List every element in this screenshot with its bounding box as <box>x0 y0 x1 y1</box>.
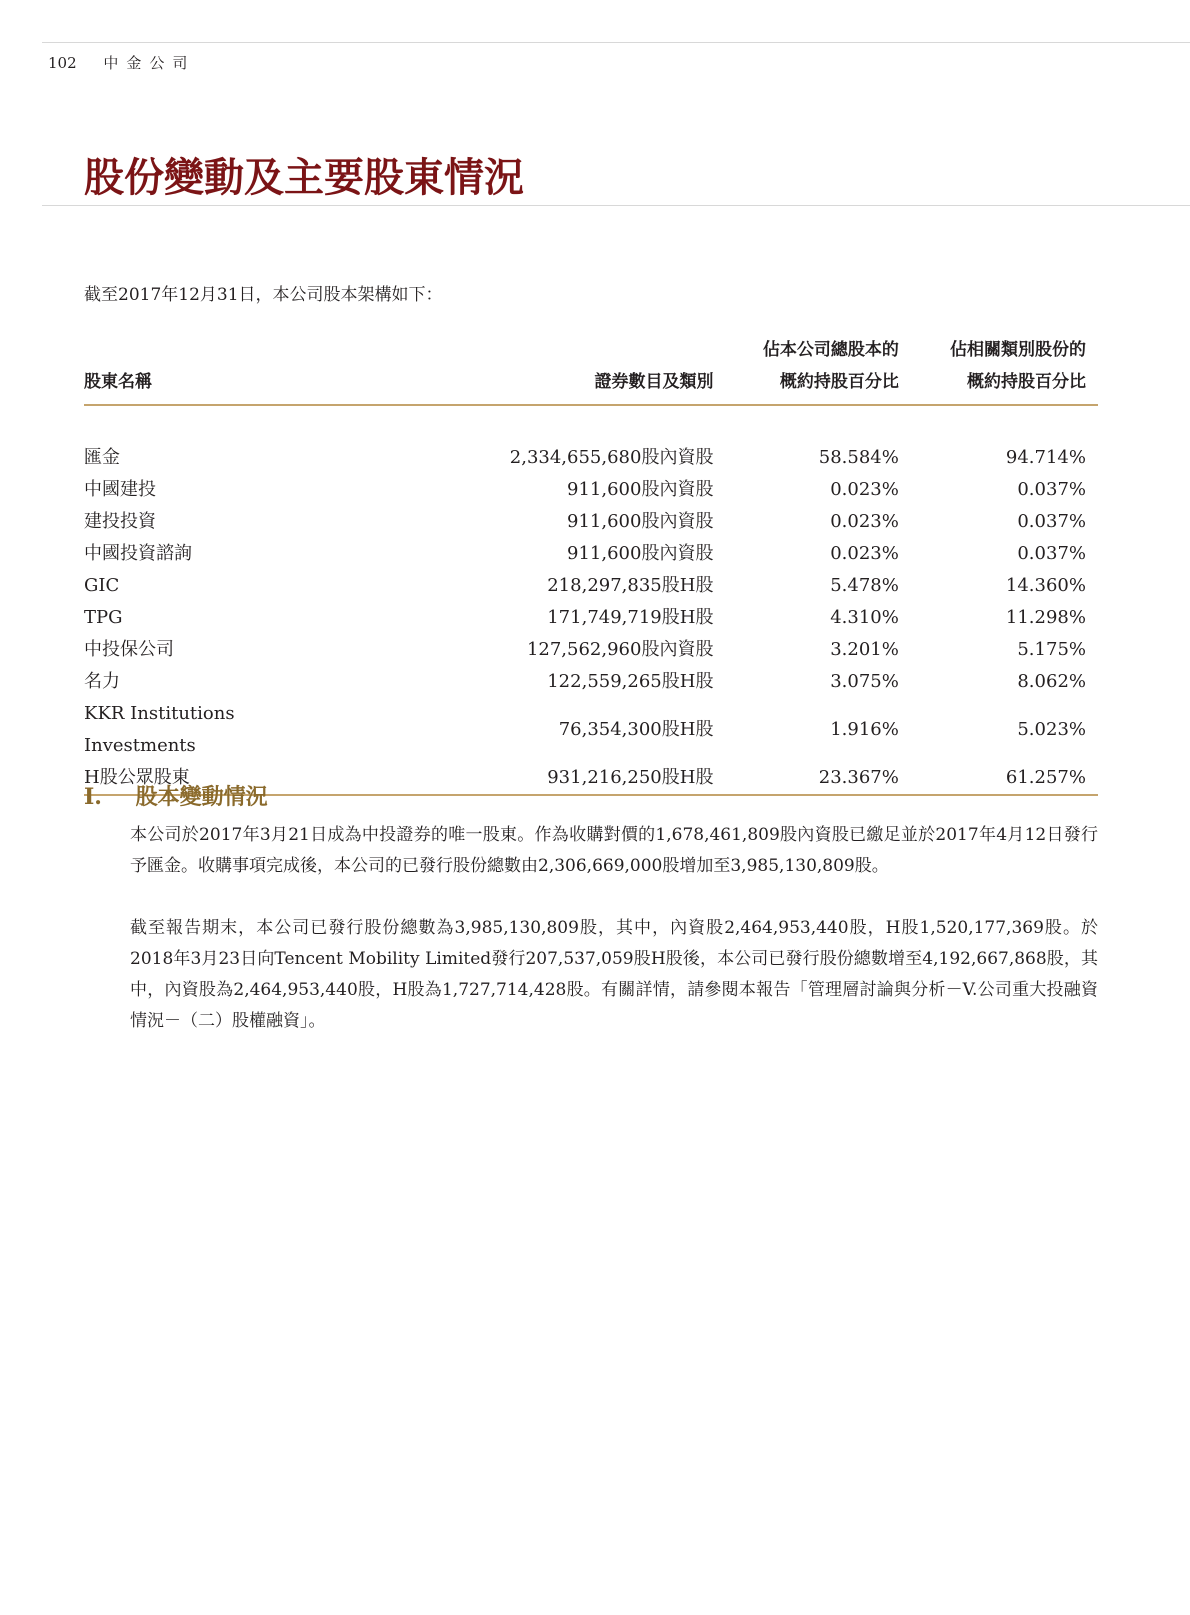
cell-pct-class: 0.037% <box>1017 511 1086 532</box>
cell-shares: 911,600股內資股 <box>567 511 714 532</box>
header-pct-total-line1: 佔本公司總股本的 <box>762 340 899 360</box>
header-shares: 證券數目及類別 <box>360 334 725 405</box>
section-paragraph: 本公司於2017年3月21日成為中投證券的唯一股東。作為收購對價的1,678,461,809股內資股已繳足並於2017年4月12日發行予匯金。收購事項完成後，本公司的已發行股份總數由2,306,669,000股增加至3,985,130,809股。 <box>130 825 1098 876</box>
section-heading <box>84 780 268 811</box>
table-row <box>84 698 1098 762</box>
table-row <box>84 666 1098 698</box>
cell-shares: 2,334,655,680股內資股 <box>509 447 714 468</box>
page-title: 股份變動及主要股東情況 <box>84 154 524 201</box>
cell-name: 匯金 <box>84 447 120 468</box>
cell-pct-total: 1.916% <box>830 719 899 740</box>
cell-shares: 127,562,960股內資股 <box>526 639 714 660</box>
cell-pct-class: 14.360% <box>1005 575 1086 596</box>
table-row <box>84 442 1098 474</box>
section-number: I. <box>84 784 102 810</box>
cell-pct-total: 23.367% <box>725 762 910 795</box>
cell-pct-total: 0.023% <box>830 543 899 564</box>
intro-text: 截至2017年12月31日，本公司股本架構如下： <box>84 285 443 305</box>
page-header <box>48 52 195 73</box>
cell-name: TPG <box>84 607 123 628</box>
header-rule <box>42 42 1190 43</box>
cell-name: KKR Institutions Investments <box>84 703 235 756</box>
cell-pct-class: 0.037% <box>1017 543 1086 564</box>
header-pct-total-line2: 概約持股百分比 <box>779 372 899 392</box>
shareholder-table <box>84 334 1098 796</box>
cell-shares: 911,600股內資股 <box>567 479 714 500</box>
cell-pct-class: 5.023% <box>1017 719 1086 740</box>
cell-name: 中國建投 <box>84 479 156 500</box>
header-pct-total <box>725 334 910 405</box>
cell-name: GIC <box>84 575 120 596</box>
cell-pct-class: 0.037% <box>1017 479 1086 500</box>
header-pct-class-line2: 概約持股百分比 <box>967 372 1086 392</box>
table-row <box>84 538 1098 570</box>
cell-pct-total: 3.075% <box>830 671 899 692</box>
cell-pct-total: 3.201% <box>830 639 899 660</box>
cell-pct-class: 5.175% <box>1017 639 1086 660</box>
table-row <box>84 570 1098 602</box>
cell-pct-class: 94.714% <box>1005 447 1086 468</box>
cell-name: 中國投資諮詢 <box>84 543 192 564</box>
cell-pct-class: 11.298% <box>1005 607 1086 628</box>
cell-shares: 911,600股內資股 <box>567 543 714 564</box>
header-name: 股東名稱 <box>84 334 360 405</box>
cell-pct-total: 58.584% <box>818 447 899 468</box>
cell-pct-total: 5.478% <box>830 575 899 596</box>
table-row <box>84 506 1098 538</box>
header-pct-class-line1: 佔相關類別股份的 <box>950 340 1086 360</box>
table-row <box>84 474 1098 506</box>
header-pct-class <box>911 334 1098 405</box>
cell-pct-total: 4.310% <box>830 607 899 628</box>
cell-name: H股公眾股東 <box>84 762 360 795</box>
table-row <box>84 634 1098 666</box>
cell-shares: 931,216,250股H股 <box>360 762 725 795</box>
cell-shares: 171,749,719股H股 <box>547 607 714 628</box>
cell-shares: 218,297,835股H股 <box>547 575 714 596</box>
section-title: 股本變動情況 <box>135 784 268 810</box>
cell-pct-class: 61.257% <box>911 762 1098 795</box>
cell-shares: 122,559,265股H股 <box>547 671 714 692</box>
cell-name: 建投投資 <box>84 511 156 532</box>
cell-name: 中投保公司 <box>84 639 174 660</box>
cell-pct-total: 0.023% <box>830 479 899 500</box>
company-name: 中金公司 <box>103 54 196 72</box>
title-rule <box>42 205 1190 206</box>
cell-pct-class: 8.062% <box>1017 671 1086 692</box>
cell-shares: 76,354,300股H股 <box>558 719 714 740</box>
table-spacer <box>84 405 1098 442</box>
table-header-row <box>84 334 1098 405</box>
cell-name: 名力 <box>84 671 120 692</box>
cell-pct-total: 0.023% <box>830 511 899 532</box>
section-paragraph: 截至報告期末，本公司已發行股份總數為3,985,130,809股，其中，內資股2,464,953,440股，H股1,520,177,369股。於2018年3月23日向Tencent Mobility Limited發行207,537,059股H股後，本公司已發行股份總數增至4,192,667,868股，其中，內資股為2,464,953,440股，H股為1,727,714,428股。有關詳情，請參閱本報告「管理層討論與分析－V.公司重大投融資情況－（二）股權融資」。 <box>130 918 1098 1031</box>
table-row <box>84 602 1098 634</box>
page-number: 102 <box>48 54 77 72</box>
